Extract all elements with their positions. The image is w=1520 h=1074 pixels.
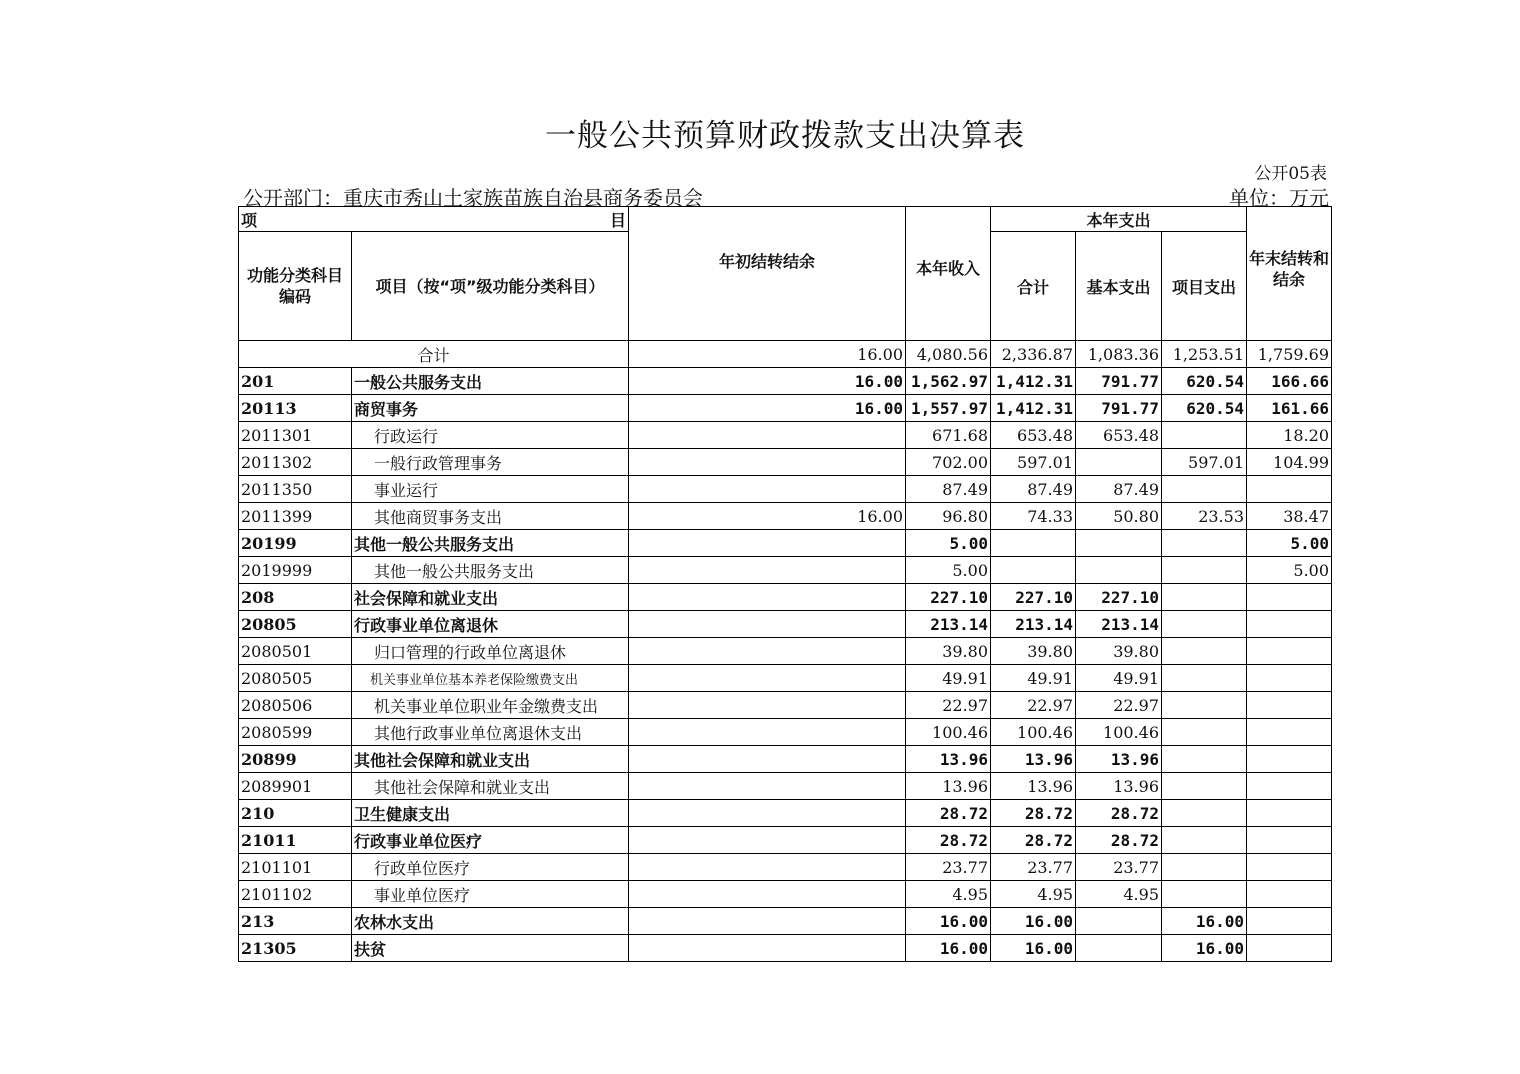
- row-project: [1162, 530, 1247, 557]
- row-end: 104.99: [1247, 449, 1332, 476]
- row-name: 事业运行: [352, 476, 629, 503]
- row-name: 归口管理的行政单位离退休: [352, 638, 629, 665]
- row-basic: 28.72: [1076, 800, 1162, 827]
- row-begin: [629, 854, 906, 881]
- table-row: [239, 503, 1332, 530]
- row-total: 13.96: [991, 746, 1076, 773]
- row-basic: [1076, 908, 1162, 935]
- row-project: 597.01: [1162, 449, 1247, 476]
- row-project: 16.00: [1162, 935, 1247, 962]
- row-code: 21011: [239, 827, 352, 854]
- row-code: 20899: [239, 746, 352, 773]
- row-income: 13.96: [906, 746, 991, 773]
- row-basic: 4.95: [1076, 881, 1162, 908]
- row-project: [1162, 557, 1247, 584]
- row-begin: [629, 530, 906, 557]
- row-total: 227.10: [991, 584, 1076, 611]
- row-project: [1162, 827, 1247, 854]
- table-row: [239, 746, 1332, 773]
- row-end: [1247, 719, 1332, 746]
- row-basic: 13.96: [1076, 746, 1162, 773]
- row-total: 16.00: [991, 908, 1076, 935]
- row-code: 208: [239, 584, 352, 611]
- row-code: 2080599: [239, 719, 352, 746]
- row-basic: 39.80: [1076, 638, 1162, 665]
- row-project: [1162, 881, 1247, 908]
- row-code: 213: [239, 908, 352, 935]
- row-code: 2011399: [239, 503, 352, 530]
- row-income: 28.72: [906, 800, 991, 827]
- header-begin-balance: 年初结转结余: [629, 207, 906, 341]
- row-basic: [1076, 935, 1162, 962]
- header-expense-group: 本年支出: [991, 207, 1247, 232]
- row-total: 22.97: [991, 692, 1076, 719]
- row-income: 5.00: [906, 557, 991, 584]
- row-total: 13.96: [991, 773, 1076, 800]
- row-project: [1162, 665, 1247, 692]
- row-end: [1247, 773, 1332, 800]
- row-total: 23.77: [991, 854, 1076, 881]
- row-end: 5.00: [1247, 557, 1332, 584]
- row-code: 20805: [239, 611, 352, 638]
- row-basic: 791.77: [1076, 368, 1162, 395]
- row-name: 商贸事务: [352, 395, 629, 422]
- row-code: 2101101: [239, 854, 352, 881]
- row-end: [1247, 611, 1332, 638]
- table-row: [239, 449, 1332, 476]
- total-row: [239, 341, 1332, 368]
- row-begin: [629, 692, 906, 719]
- row-basic: [1076, 530, 1162, 557]
- row-total: [991, 530, 1076, 557]
- row-end: [1247, 584, 1332, 611]
- row-project: [1162, 638, 1247, 665]
- row-end: [1247, 935, 1332, 962]
- row-income: 22.97: [906, 692, 991, 719]
- row-project: 620.54: [1162, 395, 1247, 422]
- row-basic: 13.96: [1076, 773, 1162, 800]
- row-income: 16.00: [906, 908, 991, 935]
- table-row: [239, 638, 1332, 665]
- row-code: 2011302: [239, 449, 352, 476]
- row-end: 18.20: [1247, 422, 1332, 449]
- budget-table: [238, 206, 1332, 962]
- row-income: 213.14: [906, 611, 991, 638]
- row-total: 74.33: [991, 503, 1076, 530]
- row-income: 227.10: [906, 584, 991, 611]
- row-total: 4.95: [991, 881, 1076, 908]
- row-begin: [629, 638, 906, 665]
- row-total: 49.91: [991, 665, 1076, 692]
- header-income: 本年收入: [906, 207, 991, 341]
- row-income: 100.46: [906, 719, 991, 746]
- row-end: [1247, 827, 1332, 854]
- row-project: [1162, 584, 1247, 611]
- row-name: 其他社会保障和就业支出: [352, 746, 629, 773]
- row-end: 161.66: [1247, 395, 1332, 422]
- row-income: 49.91: [906, 665, 991, 692]
- row-code: 2011301: [239, 422, 352, 449]
- total-begin: 16.00: [629, 341, 906, 368]
- row-code: 2101102: [239, 881, 352, 908]
- row-code: 20199: [239, 530, 352, 557]
- row-basic: [1076, 557, 1162, 584]
- table-row: [239, 476, 1332, 503]
- row-income: 13.96: [906, 773, 991, 800]
- row-code: 2019999: [239, 557, 352, 584]
- table-row: [239, 800, 1332, 827]
- row-begin: 16.00: [629, 395, 906, 422]
- header-project: 项目支出: [1162, 232, 1247, 341]
- row-begin: 16.00: [629, 503, 906, 530]
- row-total: 39.80: [991, 638, 1076, 665]
- row-name: 行政运行: [352, 422, 629, 449]
- row-income: 4.95: [906, 881, 991, 908]
- row-begin: [629, 665, 906, 692]
- row-name: 事业单位医疗: [352, 881, 629, 908]
- row-total: 213.14: [991, 611, 1076, 638]
- row-basic: [1076, 449, 1162, 476]
- row-end: [1247, 854, 1332, 881]
- page-title: 一般公共预算财政拨款支出决算表: [545, 118, 1025, 154]
- unit-label: 单位：万元: [1229, 186, 1329, 210]
- row-income: 1,562.97: [906, 368, 991, 395]
- row-project: 620.54: [1162, 368, 1247, 395]
- row-name: 机关事业单位基本养老保险缴费支出: [352, 665, 629, 692]
- row-basic: 653.48: [1076, 422, 1162, 449]
- row-project: [1162, 422, 1247, 449]
- row-project: [1162, 476, 1247, 503]
- row-begin: [629, 827, 906, 854]
- header-item: 项目（按“项”级功能分类科目）: [352, 232, 629, 341]
- row-end: 38.47: [1247, 503, 1332, 530]
- row-income: 87.49: [906, 476, 991, 503]
- table-row: [239, 530, 1332, 557]
- row-end: 166.66: [1247, 368, 1332, 395]
- row-income: 39.80: [906, 638, 991, 665]
- row-total: 653.48: [991, 422, 1076, 449]
- row-total: 1,412.31: [991, 395, 1076, 422]
- row-total: 16.00: [991, 935, 1076, 962]
- row-project: 16.00: [1162, 908, 1247, 935]
- table-row: [239, 854, 1332, 881]
- row-name: 行政事业单位医疗: [352, 827, 629, 854]
- table-row: [239, 665, 1332, 692]
- row-project: [1162, 773, 1247, 800]
- row-end: [1247, 638, 1332, 665]
- form-number: 公开05表: [1254, 164, 1327, 184]
- table-row: [239, 395, 1332, 422]
- row-end: [1247, 692, 1332, 719]
- table-row: [239, 908, 1332, 935]
- row-end: [1247, 908, 1332, 935]
- row-income: 1,557.97: [906, 395, 991, 422]
- row-begin: [629, 719, 906, 746]
- total-label: 合计: [239, 341, 629, 368]
- row-total: 87.49: [991, 476, 1076, 503]
- row-name: 其他一般公共服务支出: [352, 530, 629, 557]
- row-basic: 87.49: [1076, 476, 1162, 503]
- row-name: 其他商贸事务支出: [352, 503, 629, 530]
- row-basic: 28.72: [1076, 827, 1162, 854]
- department-label: 公开部门：重庆市秀山土家族苗族自治县商务委员会: [243, 186, 703, 210]
- row-end: [1247, 746, 1332, 773]
- row-basic: 227.10: [1076, 584, 1162, 611]
- row-income: 702.00: [906, 449, 991, 476]
- row-project: [1162, 611, 1247, 638]
- row-project: [1162, 746, 1247, 773]
- row-total: 1,412.31: [991, 368, 1076, 395]
- row-income: 28.72: [906, 827, 991, 854]
- row-code: 2080505: [239, 665, 352, 692]
- total-basic: 1,083.36: [1076, 341, 1162, 368]
- total-project: 1,253.51: [1162, 341, 1247, 368]
- row-code: 21305: [239, 935, 352, 962]
- header-code: 功能分类科目编码: [239, 232, 352, 341]
- row-name: 一般公共服务支出: [352, 368, 629, 395]
- row-name: 一般行政管理事务: [352, 449, 629, 476]
- row-income: 23.77: [906, 854, 991, 881]
- row-total: 28.72: [991, 800, 1076, 827]
- row-begin: 16.00: [629, 368, 906, 395]
- row-total: 28.72: [991, 827, 1076, 854]
- row-code: 2080506: [239, 692, 352, 719]
- header-mu: 目: [609, 210, 626, 230]
- row-total: [991, 557, 1076, 584]
- row-begin: [629, 746, 906, 773]
- row-begin: [629, 773, 906, 800]
- row-begin: [629, 611, 906, 638]
- row-basic: 791.77: [1076, 395, 1162, 422]
- row-code: 2080501: [239, 638, 352, 665]
- row-project: [1162, 854, 1247, 881]
- row-basic: 22.97: [1076, 692, 1162, 719]
- table-row: [239, 368, 1332, 395]
- row-name: 行政单位医疗: [352, 854, 629, 881]
- row-name: 社会保障和就业支出: [352, 584, 629, 611]
- row-name: 其他一般公共服务支出: [352, 557, 629, 584]
- row-end: [1247, 665, 1332, 692]
- row-begin: [629, 935, 906, 962]
- table-row: [239, 881, 1332, 908]
- row-name: 行政事业单位离退休: [352, 611, 629, 638]
- table-row: [239, 557, 1332, 584]
- row-begin: [629, 557, 906, 584]
- row-basic: 213.14: [1076, 611, 1162, 638]
- row-basic: 100.46: [1076, 719, 1162, 746]
- row-income: 96.80: [906, 503, 991, 530]
- row-total: 100.46: [991, 719, 1076, 746]
- row-begin: [629, 449, 906, 476]
- row-end: [1247, 800, 1332, 827]
- header-xiang: 项: [241, 210, 258, 230]
- table-row: [239, 935, 1332, 962]
- row-name: 卫生健康支出: [352, 800, 629, 827]
- row-project: [1162, 692, 1247, 719]
- table-row: [239, 692, 1332, 719]
- row-code: 2011350: [239, 476, 352, 503]
- row-begin: [629, 908, 906, 935]
- row-name: 机关事业单位职业年金缴费支出: [352, 692, 629, 719]
- row-basic: 49.91: [1076, 665, 1162, 692]
- row-project: 23.53: [1162, 503, 1247, 530]
- row-end: [1247, 881, 1332, 908]
- header-basic: 基本支出: [1076, 232, 1162, 341]
- row-name: 农林水支出: [352, 908, 629, 935]
- row-code: 2089901: [239, 773, 352, 800]
- row-basic: 23.77: [1076, 854, 1162, 881]
- row-begin: [629, 476, 906, 503]
- row-code: 20113: [239, 395, 352, 422]
- header-end-balance: 年末结转和结余: [1247, 207, 1332, 341]
- row-income: 16.00: [906, 935, 991, 962]
- row-end: 5.00: [1247, 530, 1332, 557]
- total-income: 4,080.56: [906, 341, 991, 368]
- table-row: [239, 827, 1332, 854]
- row-code: 210: [239, 800, 352, 827]
- row-end: [1247, 476, 1332, 503]
- total-end: 1,759.69: [1247, 341, 1332, 368]
- row-name: 其他行政事业单位离退休支出: [352, 719, 629, 746]
- header-total: 合计: [991, 232, 1076, 341]
- row-code: 201: [239, 368, 352, 395]
- row-begin: [629, 881, 906, 908]
- row-begin: [629, 584, 906, 611]
- table-row: [239, 611, 1332, 638]
- total-total: 2,336.87: [991, 341, 1076, 368]
- row-name: 扶贫: [352, 935, 629, 962]
- row-income: 5.00: [906, 530, 991, 557]
- table-row: [239, 584, 1332, 611]
- row-basic: 50.80: [1076, 503, 1162, 530]
- header-item-group: [239, 207, 629, 232]
- table-row: [239, 719, 1332, 746]
- row-name: 其他社会保障和就业支出: [352, 773, 629, 800]
- row-total: 597.01: [991, 449, 1076, 476]
- row-project: [1162, 719, 1247, 746]
- row-project: [1162, 800, 1247, 827]
- row-begin: [629, 800, 906, 827]
- table-row: [239, 773, 1332, 800]
- row-income: 671.68: [906, 422, 991, 449]
- row-begin: [629, 422, 906, 449]
- table-row: [239, 422, 1332, 449]
